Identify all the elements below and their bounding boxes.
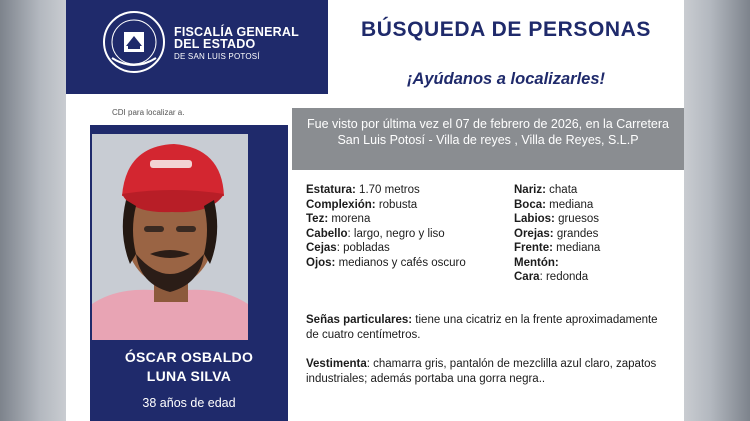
detail-value: mediana xyxy=(552,242,601,254)
person-photo xyxy=(92,134,248,340)
detail-nariz xyxy=(514,183,600,198)
detail-cara xyxy=(514,270,600,285)
org-line-1: FISCALÍA GENERAL xyxy=(174,25,299,39)
detail-complexion xyxy=(306,198,466,213)
detail-cejas xyxy=(306,241,466,256)
detail-label: Ojos: xyxy=(306,256,336,269)
detail-value: chata xyxy=(545,184,578,196)
poster-title: BÚSQUEDA DE PERSONAS xyxy=(360,18,652,41)
missing-person-poster xyxy=(66,0,684,421)
detail-value: morena xyxy=(328,213,371,225)
detail-value: grandes xyxy=(553,227,599,240)
senas-value: tiene una cicatriz en la frente aproximadamente de cuatro centímetros. xyxy=(306,314,658,341)
detail-value: mediana xyxy=(545,198,594,211)
background-right xyxy=(684,0,750,421)
person-name-line-1: ÓSCAR OSBALDO xyxy=(124,349,254,365)
vestimenta-value: : chamarra gris, pantalón de mezclilla azul claro, zapatos industriales; además portaba una gorra negra.. xyxy=(306,358,657,385)
detail-value: gruesos xyxy=(554,213,599,225)
detail-label: Complexión: xyxy=(306,198,376,211)
org-line-2: DEL ESTADO xyxy=(174,37,256,51)
person-name xyxy=(90,348,288,386)
vestimenta-label: Vestimenta xyxy=(306,358,367,370)
organization-name xyxy=(174,26,299,63)
detail-label: Nariz: xyxy=(514,184,546,196)
person-name-line-2: LUNA SILVA xyxy=(146,368,232,384)
detail-tez xyxy=(306,212,466,227)
detail-labios xyxy=(514,212,600,227)
senas-label: Señas particulares: xyxy=(306,314,413,326)
detail-label: Cara xyxy=(514,271,540,283)
last-seen-info: Fue visto por última vez el 07 de febrero de 2026, en la Carretera San Luis Potosí - Villa de reyes , Villa de Reyes, S.L.P xyxy=(292,108,684,170)
detail-cabello xyxy=(306,227,466,242)
org-line-3: DE SAN LUIS POTOSÍ xyxy=(174,52,260,61)
detail-label: Mentón: xyxy=(514,256,559,269)
detail-orejas xyxy=(514,227,600,242)
detail-value: : largo, negro y liso xyxy=(347,227,445,240)
detail-label: Estatura: xyxy=(306,184,356,196)
detail-label: Boca: xyxy=(514,198,546,211)
detail-estatura xyxy=(306,183,466,198)
detail-menton xyxy=(514,256,600,271)
detail-label: Cabello xyxy=(306,227,348,240)
detail-value: : redonda xyxy=(539,271,589,283)
detail-value: medianos y cafés oscuro xyxy=(335,256,466,269)
detail-label: Orejas: xyxy=(514,227,554,240)
detail-label: Frente: xyxy=(514,242,553,254)
detail-value: robusta xyxy=(375,198,418,211)
physical-details-left xyxy=(306,183,466,270)
detail-label: Tez: xyxy=(306,213,329,225)
detail-boca xyxy=(514,198,600,213)
background-left xyxy=(0,0,66,421)
detail-ojos xyxy=(306,256,466,271)
distinguishing-marks xyxy=(306,313,666,342)
fiscalia-seal-icon xyxy=(102,10,166,74)
cdi-label: CDI para localizar a. xyxy=(112,108,185,117)
person-age: 38 años de edad xyxy=(142,396,236,410)
detail-value: 1.70 metros xyxy=(355,184,420,196)
detail-label: Cejas xyxy=(306,242,337,254)
detail-label: Labios: xyxy=(514,213,555,225)
physical-details-right xyxy=(514,183,600,285)
clothing-description xyxy=(306,357,676,386)
detail-frente xyxy=(514,241,600,256)
poster-subtitle: ¡Ayúdanos a localizarles! xyxy=(406,70,606,88)
detail-value: : pobladas xyxy=(336,242,390,254)
